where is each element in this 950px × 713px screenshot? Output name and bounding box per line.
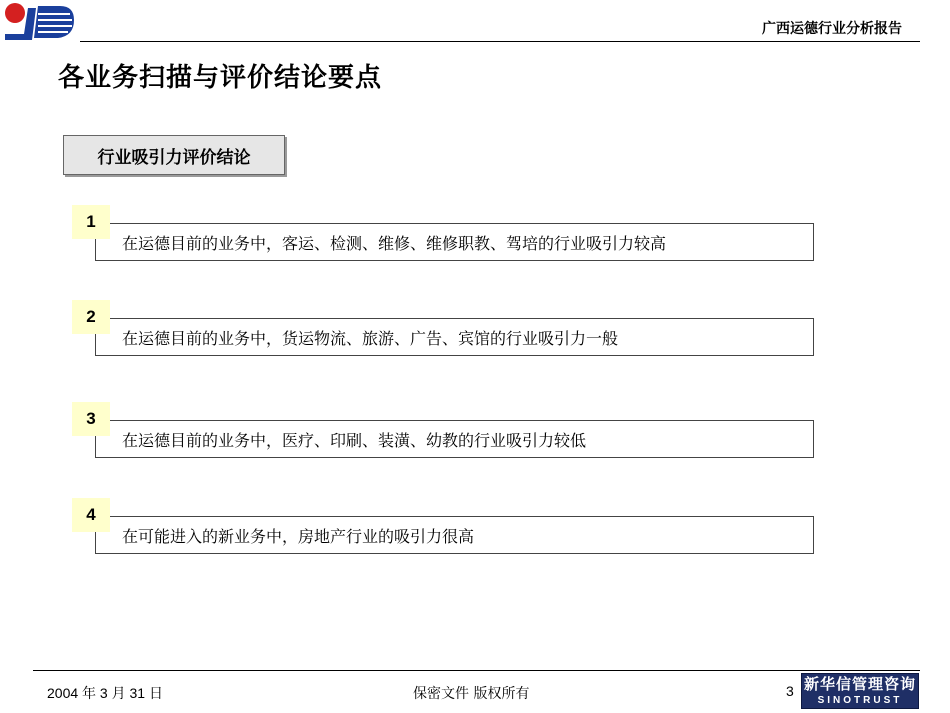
point-number-2: 2 <box>72 300 110 334</box>
conclusion-point-2 <box>72 300 816 356</box>
page-title: 各业务扫描与评价结论要点 <box>58 63 383 93</box>
conclusion-text-1: 在运德目前的业务中，客运、检测、维修、维修职教、驾培的行业吸引力较高 <box>95 223 814 261</box>
report-title: 广西运德行业分析报告 <box>762 21 902 37</box>
brand-logo <box>801 673 919 709</box>
brand-name-cn: 新华信管理咨询 <box>803 675 916 693</box>
conclusion-point-4 <box>72 498 816 554</box>
company-logo <box>2 0 76 44</box>
footer-confidential: 保密文件 版权所有 <box>413 686 530 702</box>
logo-stripes <box>34 6 74 38</box>
conclusion-point-1 <box>72 205 816 261</box>
page-number: 3 <box>786 683 794 699</box>
section-label: 行业吸引力评价结论 <box>63 135 285 175</box>
conclusion-text-2: 在运德目前的业务中，货运物流、旅游、广告、宾馆的行业吸引力一般 <box>95 318 814 356</box>
conclusion-text-3: 在运德目前的业务中，医疗、印刷、装潢、幼教的行业吸引力较低 <box>95 420 814 458</box>
footer-divider <box>33 670 920 671</box>
point-number-1: 1 <box>72 205 110 239</box>
point-number-3: 3 <box>72 402 110 436</box>
header-divider <box>80 41 920 42</box>
brand-name-en: SINOTRUST <box>817 695 903 706</box>
conclusion-point-3 <box>72 402 816 458</box>
footer-date: 2004 年 3 月 31 日 <box>47 685 163 701</box>
point-number-4: 4 <box>72 498 110 532</box>
conclusion-text-4: 在可能进入的新业务中，房地产行业的吸引力很高 <box>95 516 814 554</box>
logo-red-dot <box>5 3 25 23</box>
